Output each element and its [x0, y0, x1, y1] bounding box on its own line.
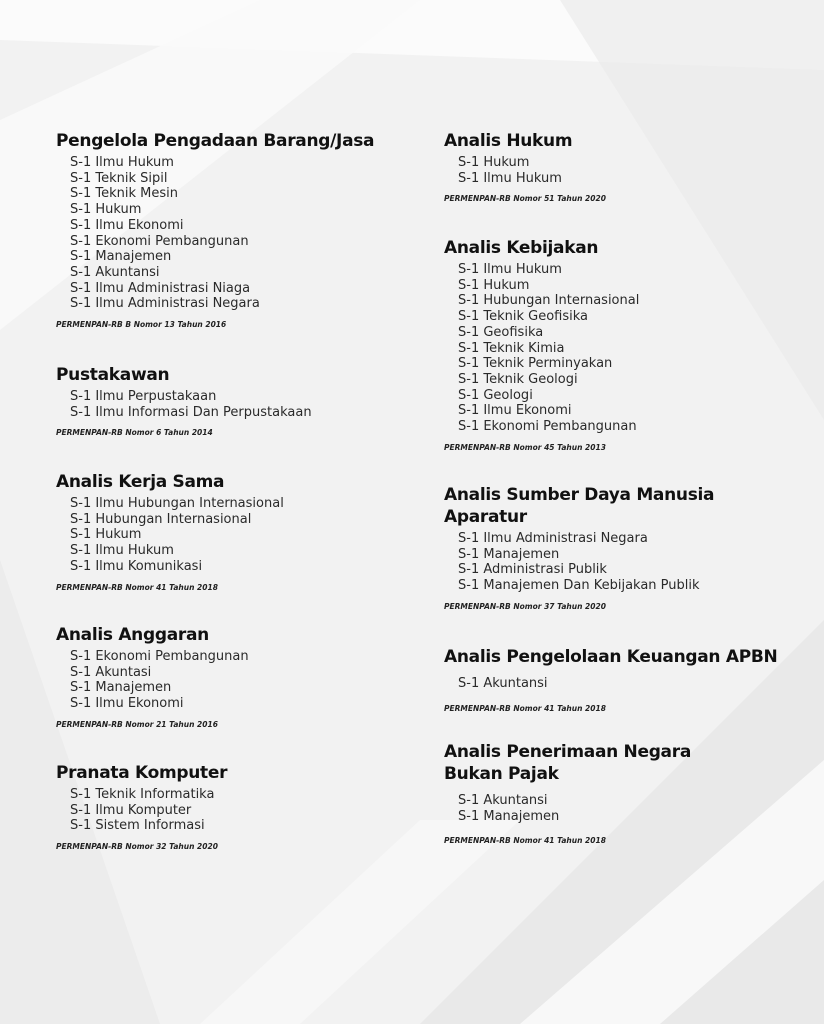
list-item: S-1 Ilmu Hukum: [458, 170, 562, 186]
list-item: S-1 Teknik Perminyakan: [458, 356, 613, 372]
degree-list: [458, 155, 814, 186]
list-item: S-1 Ilmu Administrasi Niaga: [70, 280, 251, 296]
regulation-reference: PERMENPAN-RB Nomor 6 Tahun 2014: [56, 428, 213, 438]
section-pustakawan: [56, 364, 426, 437]
list-item: S-1 Ekonomi Pembangunan: [458, 419, 637, 435]
section-title: Pengelola Pengadaan Barang/Jasa: [56, 131, 375, 151]
list-item: S-1 Ekonomi Pembangunan: [70, 233, 249, 249]
list-item: S-1 Administrasi Publik: [458, 562, 607, 578]
section-title: Analis Pengelolaan Keuangan APBN: [444, 647, 778, 667]
section-analis-kebijakan: [444, 237, 814, 452]
section-analis-pengelolaan-keuangan-apbn: [444, 646, 814, 713]
degree-list: [458, 793, 814, 824]
regulation-reference: PERMENPAN-RB Nomor 37 Tahun 2020: [444, 601, 606, 611]
section-pranata-komputer: [56, 762, 426, 851]
regulation-reference: PERMENPAN-RB Nomor 45 Tahun 2013: [444, 442, 606, 452]
regulation-reference: PERMENPAN-RB Nomor 51 Tahun 2020: [444, 194, 606, 204]
degree-list: [458, 531, 814, 594]
section-analis-anggaran: [56, 624, 426, 729]
degree-list: [458, 262, 814, 435]
section-analis-sdm-aparatur: [444, 484, 814, 611]
degree-list: [70, 496, 426, 575]
regulation-reference: PERMENPAN-RB Nomor 41 Tahun 2018: [444, 836, 606, 846]
list-item: S-1 Manajemen: [70, 249, 172, 265]
list-item: S-1 Manajemen: [458, 546, 560, 562]
list-item: S-1 Geofisika: [458, 324, 544, 340]
list-item: S-1 Ilmu Informasi Dan Perpustakaan: [70, 404, 312, 420]
regulation-reference: PERMENPAN-RB Nomor 41 Tahun 2018: [56, 582, 218, 592]
list-item: S-1 Teknik Geofisika: [458, 309, 588, 325]
list-item: S-1 Teknik Informatika: [70, 787, 215, 802]
degree-list: [70, 787, 426, 834]
list-item: S-1 Akuntansi: [458, 676, 548, 691]
list-item: S-1 Ilmu Komunikasi: [70, 558, 203, 574]
list-item: S-1 Ilmu Perpustakaan: [70, 389, 217, 404]
degree-list: [70, 389, 426, 420]
list-item: S-1 Teknik Geologi: [458, 371, 578, 387]
section-title: Analis Hukum: [444, 131, 573, 151]
degree-list: [70, 155, 426, 312]
list-item: S-1 Hukum: [70, 527, 142, 543]
section-title: Analis Kerja Sama: [56, 472, 225, 492]
list-item: S-1 Ilmu Ekonomi: [70, 217, 184, 233]
degree-list: [70, 649, 426, 712]
list-item: S-1 Hukum: [458, 155, 530, 170]
list-item: S-1 Manajemen: [70, 680, 172, 696]
regulation-reference: PERMENPAN-RB Nomor 32 Tahun 2020: [56, 842, 218, 852]
list-item: S-1 Teknik Kimia: [458, 340, 565, 356]
section-title: Pustakawan: [56, 365, 170, 385]
list-item: S-1 Manajemen: [458, 808, 560, 824]
list-item: S-1 Ilmu Hukum: [70, 543, 174, 559]
list-item: S-1 Ilmu Administrasi Negara: [70, 296, 260, 312]
list-item: S-1 Ilmu Administrasi Negara: [458, 531, 648, 546]
list-item: S-1 Ilmu Ekonomi: [458, 403, 572, 419]
list-item: S-1 Ilmu Komputer: [70, 802, 192, 818]
list-item: S-1 Teknik Mesin: [70, 186, 178, 202]
list-item: S-1 Hukum: [70, 202, 142, 218]
list-item: S-1 Teknik Sipil: [70, 170, 168, 186]
list-item: S-1 Ilmu Ekonomi: [70, 696, 184, 712]
section-title: Analis Sumber Daya Manusia Aparatur: [444, 485, 715, 527]
list-item: S-1 Hukum: [458, 277, 530, 293]
regulation-reference: PERMENPAN-RB B Nomor 13 Tahun 2016: [56, 320, 227, 330]
section-analis-penerimaan-negara-bukan-pajak: [444, 741, 814, 845]
section-title: Analis Anggaran: [56, 625, 209, 645]
list-item: S-1 Ilmu Hukum: [70, 155, 174, 170]
list-item: S-1 Ilmu Hukum: [458, 262, 562, 277]
section-title: Analis Kebijakan: [444, 238, 599, 258]
list-item: S-1 Akuntansi: [70, 264, 160, 280]
list-item: S-1 Geologi: [458, 387, 533, 403]
section-analis-kerja-sama: [56, 471, 426, 592]
list-item: S-1 Sistem Informasi: [70, 818, 205, 834]
degree-list: [458, 676, 814, 692]
section-title: Analis Penerimaan Negara Bukan Pajak: [444, 742, 691, 784]
section-analis-hukum: [444, 130, 814, 203]
regulation-reference: PERMENPAN-RB Nomor 21 Tahun 2016: [56, 719, 218, 729]
list-item: S-1 Akuntasi: [70, 664, 152, 680]
section-pengelola-pengadaan: [56, 130, 426, 329]
regulation-reference: PERMENPAN-RB Nomor 41 Tahun 2018: [444, 703, 606, 713]
list-item: S-1 Akuntansi: [458, 793, 548, 808]
section-title: Pranata Komputer: [56, 763, 228, 783]
list-item: S-1 Hubungan Internasional: [458, 293, 640, 309]
list-item: S-1 Manajemen Dan Kebijakan Publik: [458, 578, 700, 594]
list-item: S-1 Ilmu Hubungan Internasional: [70, 496, 284, 511]
list-item: S-1 Ekonomi Pembangunan: [70, 649, 249, 664]
list-item: S-1 Hubungan Internasional: [70, 511, 252, 527]
